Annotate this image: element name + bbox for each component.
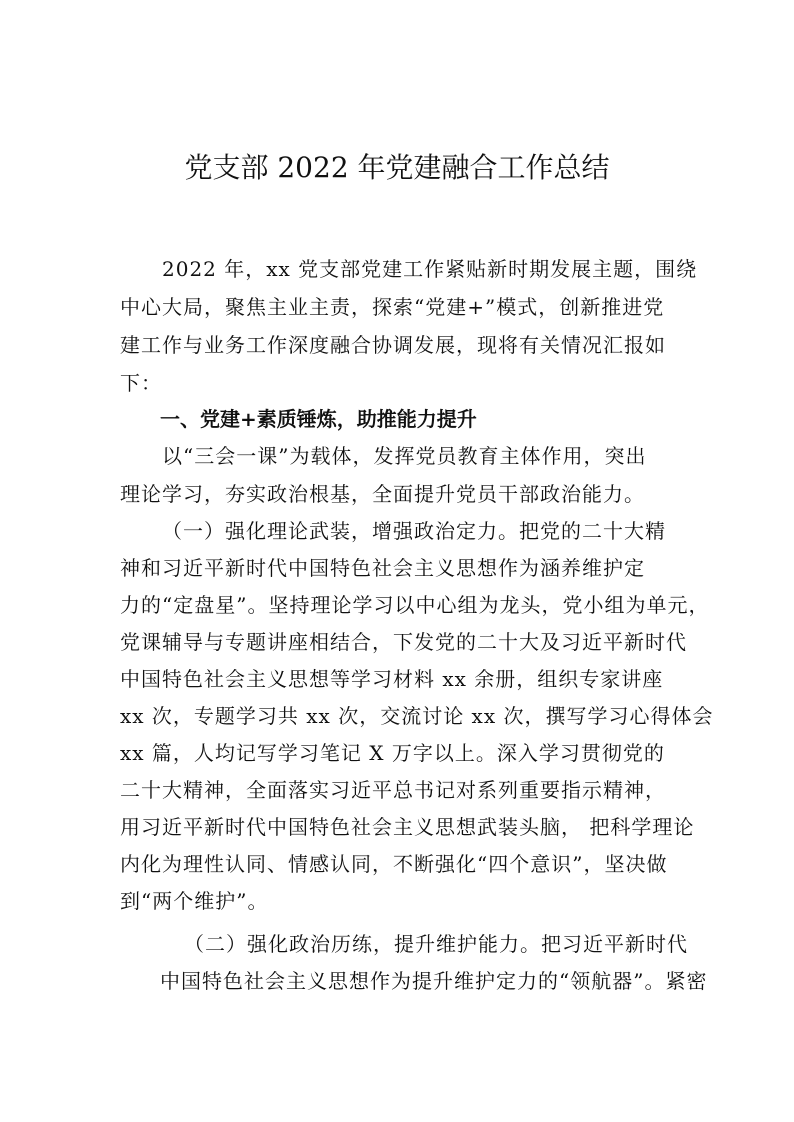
sub-1-line-1: （一）强化理论武装，增强政治定力。把党的二十大精 [162,519,666,543]
intro-line-2: 中心大局，聚焦主业主责，探索“党建+”模式，创新推进党 [120,295,665,319]
sub-1-line-7: xx 篇，人均记写学习笔记 X 万字以上。深入学习贯彻党的 [120,741,665,765]
section-1-line-1: 以“三会一课”为载体，发挥党员教育主体作用，突出 [162,444,647,468]
intro-line-3: 建工作与业务工作深度融合协调发展，现将有关情况汇报如 [120,333,666,357]
intro-line-4: 下： [120,371,162,395]
sub-1-line-11: 到“两个维护”。 [120,889,269,913]
sub-1-line-4: 党课辅导与专题讲座相结合，下发党的二十大及习近平新时代 [120,630,687,654]
sub-1-line-2: 神和习近平新时代中国特色社会主义思想作为涵养维护定 [120,556,645,580]
sub-1-line-9: 用习近平新时代中国特色社会主义思想武装头脑， 把科学理论 [120,815,695,839]
intro-line-1: 2022 年，xx 党支部党建工作紧贴新时期发展主题，围绕 [162,257,698,281]
sub-1-line-3: 力的“定盘星”。坚持理论学习以中心组为龙头，党小组为单元， [120,593,710,617]
document-title: 党支部 2022 年党建融合工作总结 [184,151,610,184]
sub-1-line-5: 中国特色社会主义思想等学习材料 xx 余册，组织专家讲座 [120,667,664,691]
section-1-line-2: 理论学习，夯实政治根基，全面提升党员干部政治能力。 [120,482,645,506]
sub-2-line-1: （二）强化政治历练，提升维护能力。把习近平新时代 [184,932,688,956]
sub-2-line-2: 中国特色社会主义思想作为提升维护定力的“领航器”。紧密 [160,969,708,993]
section-1-heading: 一、党建+素质锤炼，助推能力提升 [160,407,477,431]
sub-1-line-10: 内化为理性认同、情感认同，不断强化“四个意识”，坚决做 [120,852,668,876]
sub-1-line-8: 二十大精神，全面落实习近平总书记对系列重要指示精神， [120,778,666,802]
sub-1-line-6: xx 次，专题学习共 xx 次，交流讨论 xx 次，撰写学习心得体会 [120,704,714,728]
